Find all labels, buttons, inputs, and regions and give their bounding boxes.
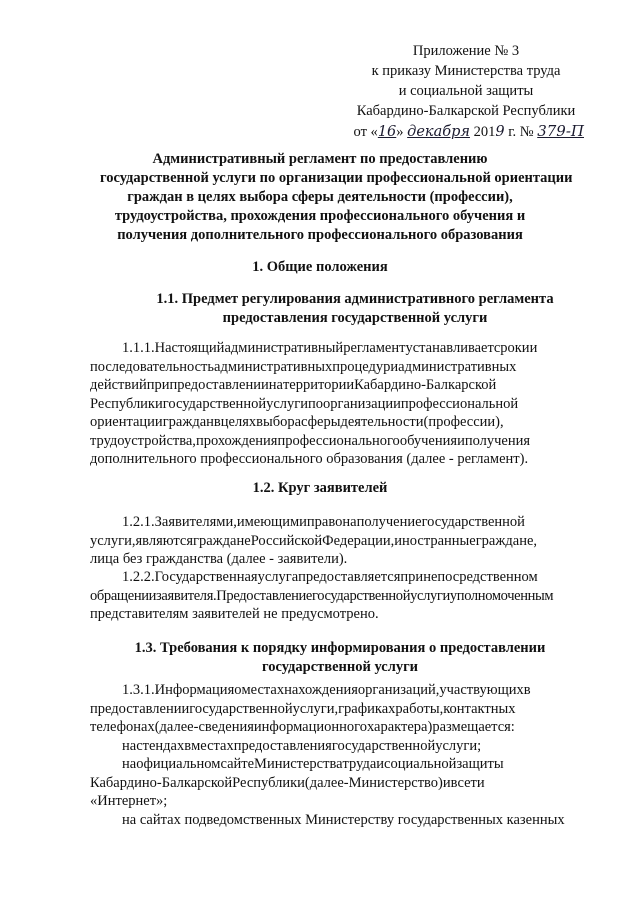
paragraph-line: лица без гражданства (далее - заявители). (90, 551, 348, 567)
paragraph-line: дополнительного профессионального образования (далее - регламент). (90, 451, 529, 467)
paragraph-1-1-1 (90, 339, 595, 469)
heading-line: 1.1. Предмет регулирования административного регламента (156, 291, 554, 307)
heading-line: государственной услуги (261, 659, 419, 675)
paragraph-line: настендахвместахпредоставлениягосударственнойуслуги; (122, 737, 482, 754)
annex-ministry: и социальной защиты (398, 83, 534, 99)
section-1-2-heading (100, 479, 540, 498)
date-suffix: г. № (504, 124, 538, 140)
paragraph-line: трудоустройства,прохожденияпрофессиональногообученияиполучения (90, 432, 531, 449)
paragraph-line: 1.3.1.Информацияоместахнахожденияорганизаций,участвующихв (122, 682, 531, 698)
section-1-heading (100, 258, 540, 277)
date-year-prefix: 201 (473, 124, 496, 140)
paragraph-1-3-1 (90, 681, 595, 829)
paragraph-line: на сайтах подведомственных Министерству государственных казенных (122, 811, 565, 828)
date-mid: » (396, 124, 404, 140)
paragraph-line: предоставлениигосударственнойуслуги,графикахработы,контактных (90, 700, 516, 717)
section-1-1-heading (120, 290, 590, 328)
paragraph-line: «Интернет»; (90, 793, 168, 809)
paragraph-line: телефонах(далее-сведенияинформационногохарактера)размещается: (90, 719, 515, 735)
annex-title: Приложение № 3 (412, 43, 520, 59)
paragraph-line: Кабардино-БалкарскойРеспублики(далее-Министерство)ивсети (90, 774, 485, 791)
paragraph-1-2-1 (90, 513, 595, 569)
annex-republic: Кабардино-Балкарской Республики (356, 103, 576, 119)
paragraph-line: ориентациигражданвцеляхвыборасферыдеятельности(профессии), (90, 414, 504, 430)
paragraph-line: Республикигосударственнойуслугипоорганизациипрофессиональной (90, 395, 519, 412)
annex-order-ref: к приказу Министерства труда (371, 63, 561, 79)
date-prefix: от « (353, 124, 378, 140)
section-1-3-heading (100, 639, 580, 677)
paragraph-line: 1.2.1.Заявителями,имеющимиправонаполучениегосударственной (122, 514, 525, 530)
heading-line: предоставления государственной услуги (222, 310, 488, 326)
paragraph-line: действийприпредоставлениинатерриторииКабардино-Балкарской (90, 377, 497, 393)
date-day-handwritten: 16 (377, 124, 397, 140)
paragraph-1-2-2 (90, 568, 595, 624)
paragraph-line: представителям заявителей не предусмотрено. (90, 606, 379, 622)
paragraph-line: услуги,являютсягражданеРоссийскойФедерации,иностранныеграждане, (90, 532, 538, 549)
heading-line: 1.2. Круг заявителей (252, 480, 388, 496)
paragraph-line: последовательностьадминистративныхпроцедуриадминистративных (90, 358, 517, 375)
document-title (100, 150, 573, 245)
title-line: Административный регламент по предоставлению (152, 151, 488, 167)
date-month-handwritten: декабря (407, 124, 470, 140)
heading-line: 1.3. Требования к порядку информирования о предоставлении (134, 640, 546, 656)
paragraph-line: 1.1.1.Настоящийадминистративныйрегламентустанавливаетсрокии (122, 340, 538, 356)
annex-header (330, 41, 602, 142)
title-line: граждан в целях выбора сферы деятельности (профессии), (127, 189, 513, 205)
section-1-heading-text: 1. Общие положения (252, 259, 388, 275)
title-line: трудоустройства, прохождения профессионального обучения и (114, 208, 526, 224)
date-year-handwritten: 9 (495, 124, 505, 140)
paragraph-line: обращениизаявителя.Предоставлениегосударственнойуслугиуполномоченным (90, 587, 554, 604)
order-number-handwritten: 379-П (537, 122, 584, 140)
annex-date-line (330, 121, 602, 142)
paragraph-line: 1.2.2.Государственнаяуслугапредоставляетсяпринепосредственном (122, 569, 538, 585)
title-line: получения дополнительного профессионального образования (117, 227, 523, 243)
title-line: государственной услуги по организации профессиональной ориентации (100, 170, 573, 186)
paragraph-line: наофициальномсайтеМинистерстватрудаисоциальнойзащиты (122, 756, 504, 772)
